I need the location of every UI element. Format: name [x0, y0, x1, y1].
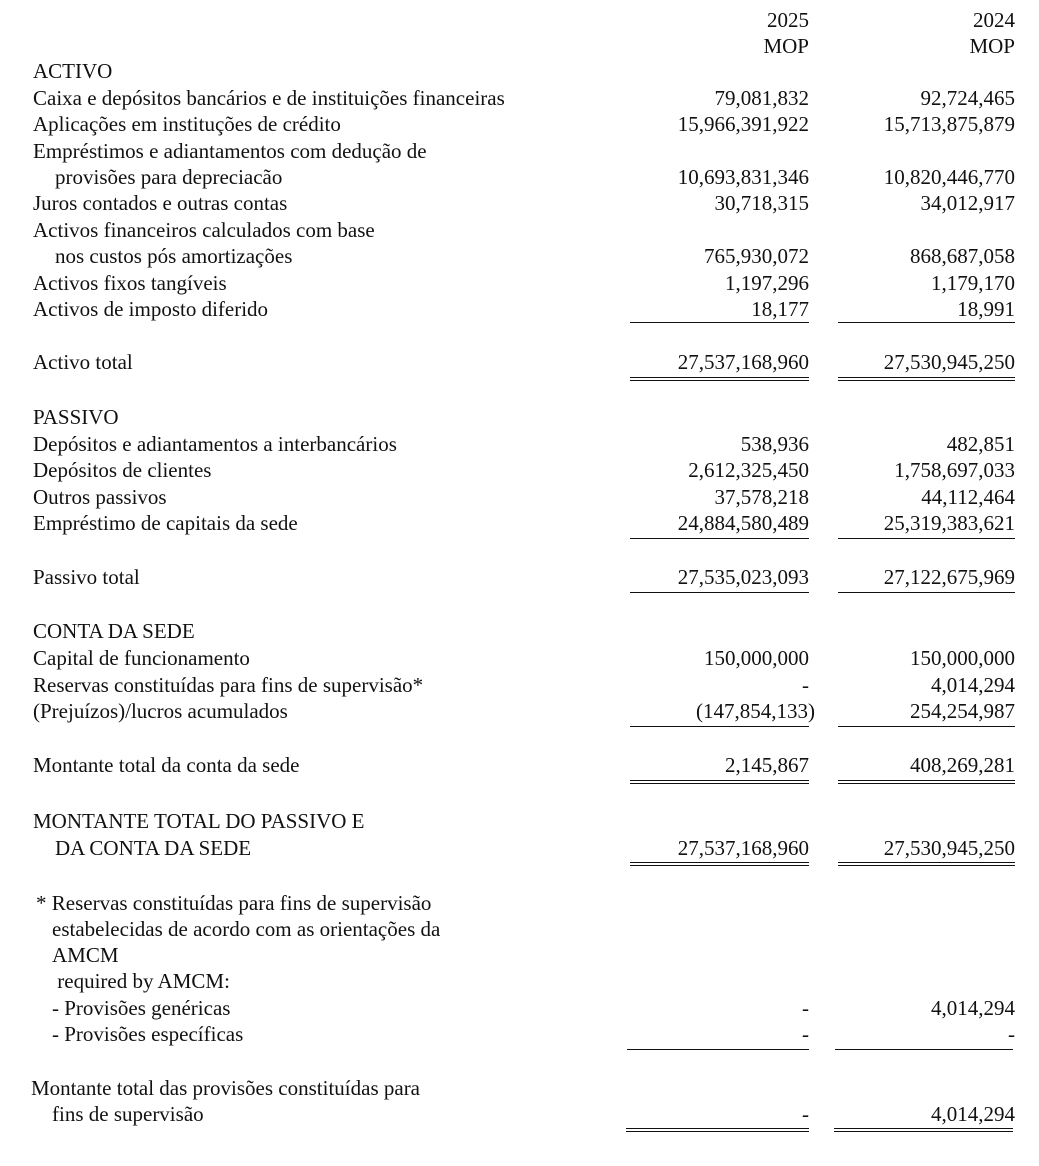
table-row [0, 164, 1039, 190]
row-label: Empréstimos e adiantamentos com dedução de [33, 139, 427, 163]
row-label: Activos de imposto diferido [33, 297, 269, 321]
table-row [0, 85, 1039, 111]
footnote-line [0, 968, 1039, 994]
total-label: Passivo total [33, 565, 140, 589]
total-label: Activo total [33, 350, 133, 374]
footnote-total-label-continued: fins de supervisão [52, 1102, 204, 1126]
subtotal-rule [627, 1049, 809, 1050]
value-2025: 538,936 [740, 432, 809, 456]
double-rule [630, 862, 809, 866]
subtotal-rule [838, 726, 1015, 727]
value-2024: - [1008, 1022, 1015, 1046]
value-2024: 34,012,917 [920, 191, 1015, 215]
footnote-total-label: Montante total das provisões constituídas para [31, 1076, 421, 1100]
col-year-2024: 2024 [973, 8, 1015, 32]
grand-total-2025: 27,537,168,960 [677, 836, 809, 860]
value-2024: 15,713,875,879 [883, 112, 1015, 136]
total-2024: 27,122,675,969 [883, 565, 1015, 589]
table-row [0, 510, 1039, 536]
footnote-total-label-line1 [0, 1075, 1039, 1101]
grand-total-2024: 27,530,945,250 [883, 836, 1015, 860]
row-label: - Provisões genéricas [52, 996, 231, 1020]
section-heading: CONTA DA SEDE [33, 619, 195, 643]
value-2024: 25,319,383,621 [883, 511, 1015, 535]
section-title-activo [0, 58, 1039, 84]
table-row [0, 296, 1039, 322]
section-heading: PASSIVO [33, 405, 119, 429]
subtotal-rule [630, 726, 809, 727]
table-row [0, 672, 1039, 698]
section-title-conta-sede [0, 618, 1039, 644]
value-2025: - [802, 673, 809, 697]
subtotal-rule [835, 1049, 1013, 1050]
value-2025: - [802, 1022, 809, 1046]
value-2024: 1,179,170 [931, 271, 1015, 295]
table-row [0, 111, 1039, 137]
grand-total-label-line1 [0, 808, 1039, 834]
double-rule [626, 1128, 809, 1132]
row-label: Outros passivos [33, 485, 167, 509]
footnote-total-row [0, 1101, 1039, 1127]
subtotal-rule [630, 538, 809, 539]
value-2024: 92,724,465 [920, 86, 1015, 110]
value-2025: (147,854,133) [696, 699, 815, 723]
row-label: Empréstimo de capitais da sede [33, 511, 298, 535]
col-currency-2024: MOP [969, 34, 1015, 58]
footnote-total-2025: - [802, 1102, 809, 1126]
value-2025: 10,693,831,346 [677, 165, 809, 189]
value-2025: 79,081,832 [714, 86, 809, 110]
value-2025: 18,177 [751, 297, 809, 321]
table-row [0, 457, 1039, 483]
value-2024: 10,820,446,770 [883, 165, 1015, 189]
value-2024: 868,687,058 [910, 244, 1015, 268]
double-rule [838, 862, 1015, 866]
value-2024: 150,000,000 [910, 646, 1015, 670]
total-2024: 408,269,281 [910, 753, 1015, 777]
value-2024: 4,014,294 [931, 996, 1015, 1020]
row-label-continued: provisões para depreciacão [55, 165, 283, 189]
subtotal-rule [630, 592, 809, 593]
value-2025: 37,578,218 [714, 485, 809, 509]
table-row [0, 645, 1039, 671]
table-row-label-line1 [0, 138, 1039, 164]
table-row [0, 484, 1039, 510]
row-label: Juros contados e outras contas [33, 191, 288, 215]
row-label: Depósitos de clientes [33, 458, 212, 482]
footnote-line [0, 890, 1039, 916]
value-2024: 18,991 [957, 297, 1015, 321]
double-rule [838, 377, 1015, 381]
row-label-continued: nos custos pós amortizações [55, 244, 293, 268]
row-label: Activos financeiros calculados com base [33, 218, 375, 242]
value-2024: 4,014,294 [931, 673, 1015, 697]
total-row-conta-sede [0, 752, 1039, 778]
footnote-text: estabelecidas de acordo com as orientações da [52, 917, 441, 941]
grand-total-row [0, 835, 1039, 861]
footnote-row [0, 995, 1039, 1021]
col-year-2025: 2025 [767, 8, 809, 32]
section-heading: ACTIVO [33, 59, 113, 83]
row-label: Caixa e depósitos bancários e de instituições financeiras [33, 86, 505, 110]
value-2025: 150,000,000 [704, 646, 809, 670]
footnote-row [0, 1021, 1039, 1047]
footnote-total-2024: 4,014,294 [931, 1102, 1015, 1126]
value-2025: - [802, 996, 809, 1020]
row-label: Aplicações em instituções de crédito [33, 112, 341, 136]
grand-total-label-continued: DA CONTA DA SEDE [55, 836, 252, 860]
value-2025: 1,197,296 [725, 271, 809, 295]
footnote-line [0, 916, 1039, 942]
footnote-line [0, 942, 1039, 968]
table-row [0, 270, 1039, 296]
table-row-label-line1 [0, 217, 1039, 243]
double-rule [834, 1128, 1013, 1132]
value-2025: 30,718,315 [714, 191, 809, 215]
total-2025: 2,145,867 [725, 753, 809, 777]
table-row [0, 431, 1039, 457]
subtotal-rule [838, 322, 1015, 323]
total-2025: 27,535,023,093 [677, 565, 809, 589]
value-2025: 15,966,391,922 [677, 112, 809, 136]
total-2024: 27,530,945,250 [883, 350, 1015, 374]
double-rule [630, 377, 809, 381]
table-row [0, 243, 1039, 269]
footnote-text: required by AMCM: [52, 969, 230, 993]
header-year-row [0, 7, 1039, 33]
row-label: - Provisões específicas [52, 1022, 244, 1046]
table-row [0, 190, 1039, 216]
value-2024: 254,254,987 [910, 699, 1015, 723]
total-row-passivo [0, 564, 1039, 590]
row-label: Activos fixos tangíveis [33, 271, 227, 295]
footnote-text: * Reservas constituídas para fins de supervisão [36, 891, 432, 915]
col-currency-2025: MOP [763, 34, 809, 58]
header-currency-row [0, 33, 1039, 59]
row-label: Capital de funcionamento [33, 646, 250, 670]
subtotal-rule [838, 538, 1015, 539]
total-label: Montante total da conta da sede [33, 753, 300, 777]
double-rule [838, 780, 1015, 784]
value-2024: 44,112,464 [921, 485, 1015, 509]
table-row [0, 698, 1039, 724]
value-2025: 765,930,072 [704, 244, 809, 268]
value-2025: 24,884,580,489 [677, 511, 809, 535]
row-label: Depósitos e adiantamentos a interbancários [33, 432, 397, 456]
section-title-passivo [0, 404, 1039, 430]
total-row-activo [0, 349, 1039, 375]
subtotal-rule [630, 322, 809, 323]
double-rule [630, 780, 809, 784]
total-2025: 27,537,168,960 [677, 350, 809, 374]
row-label: Reservas constituídas para fins de supervisão* [33, 673, 424, 697]
value-2024: 482,851 [946, 432, 1015, 456]
value-2025: 2,612,325,450 [688, 458, 809, 482]
subtotal-rule [838, 592, 1015, 593]
value-2024: 1,758,697,033 [894, 458, 1015, 482]
footnote-text: AMCM [52, 943, 119, 967]
grand-total-label: MONTANTE TOTAL DO PASSIVO E [33, 809, 365, 833]
row-label: (Prejuízos)/lucros acumulados [33, 699, 288, 723]
